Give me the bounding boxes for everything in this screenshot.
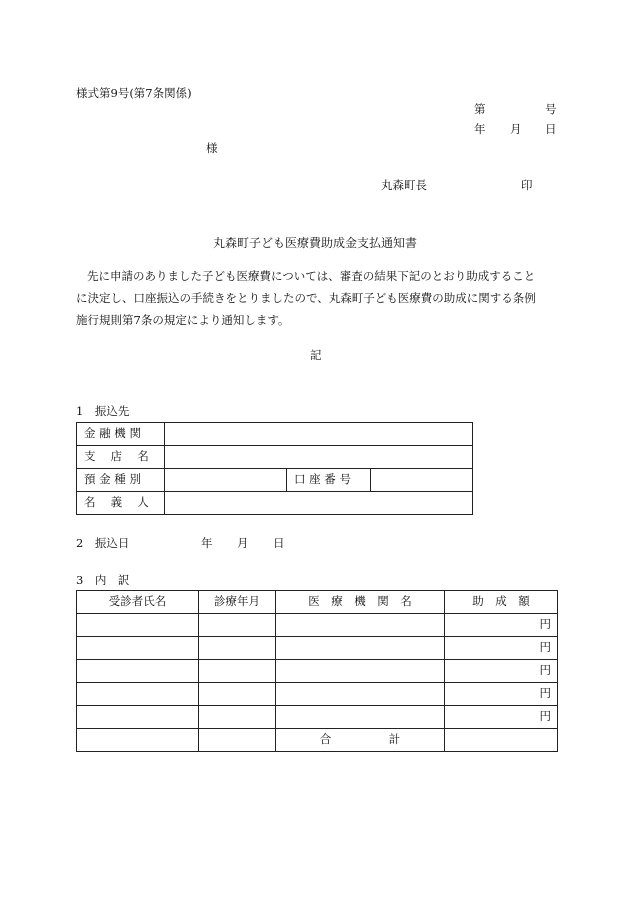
account-number-value: [371, 469, 473, 492]
issuer-seal: 印: [521, 178, 533, 192]
body-line-1: 先に申請のありました子ども医療費については、審査の結果下記のとおり助成すること: [87, 269, 536, 283]
cell: [199, 660, 276, 683]
cell: [77, 614, 199, 637]
branch-value: [165, 446, 473, 469]
col-treatment-month: 診療年月: [199, 591, 276, 614]
table-row: [77, 683, 558, 706]
recipient-suffix: 様: [206, 141, 218, 155]
holder-label: 名 義 人: [77, 492, 165, 515]
bank-value: [165, 423, 473, 446]
transfer-day: 日: [273, 536, 285, 550]
table-row: [77, 706, 558, 729]
cell: [199, 706, 276, 729]
issuer-name: 丸森町長: [381, 178, 427, 192]
table-row: [77, 492, 473, 515]
cell: [77, 660, 199, 683]
transfer-destination-table: [76, 422, 473, 515]
cell: [276, 706, 445, 729]
body-text: [76, 265, 560, 331]
date-month: 月: [510, 122, 522, 136]
cell: [276, 683, 445, 706]
section3-heading: 3 内 訳: [76, 573, 130, 587]
transfer-year: 年: [201, 536, 213, 550]
breakdown-table: [76, 590, 558, 752]
cell: [77, 683, 199, 706]
doc-number-go: 号: [545, 102, 557, 116]
table-header-row: [77, 591, 558, 614]
body-line-3: 施行規則第7条の規定により通知します。: [76, 313, 290, 327]
cell: [199, 729, 276, 752]
total-value: [445, 729, 558, 752]
col-subsidy-amount: 助 成 額: [445, 591, 558, 614]
deposit-type-label: 預 金 種 別: [77, 469, 165, 492]
yen-unit: 円: [445, 706, 558, 729]
document-title: 丸森町子ども医療費助成金支払通知書: [212, 236, 417, 250]
cell: [77, 637, 199, 660]
section1-heading: 1 振込先: [76, 404, 130, 418]
table-row: [77, 446, 473, 469]
account-number-label: 口 座 番 号: [287, 469, 371, 492]
table-row: [77, 423, 473, 446]
cell: [276, 660, 445, 683]
date-day: 日: [545, 122, 557, 136]
table-total-row: [77, 729, 558, 752]
section2-heading: 2 振込日: [76, 536, 130, 550]
cell: [199, 637, 276, 660]
bank-label: 金 融 機 関: [77, 423, 165, 446]
yen-unit: 円: [445, 614, 558, 637]
col-patient-name: 受診者氏名: [77, 591, 199, 614]
cell: [276, 614, 445, 637]
form-number: 様式第9号(第7条関係): [76, 86, 192, 100]
table-row: [77, 469, 473, 492]
doc-number-dai: 第: [474, 102, 486, 116]
date-year: 年: [474, 122, 486, 136]
col-institution-name: 医 療 機 関 名: [276, 591, 445, 614]
cell: [77, 729, 199, 752]
cell: [199, 683, 276, 706]
transfer-month: 月: [237, 536, 249, 550]
cell: [276, 637, 445, 660]
table-row: [77, 637, 558, 660]
body-line-2: に決定し、口座振込の手続きをとりましたので、丸森町子ども医療費の助成に関する条例: [76, 291, 536, 305]
deposit-type-value: [165, 469, 287, 492]
yen-unit: 円: [445, 683, 558, 706]
branch-label: 支 店 名: [77, 446, 165, 469]
holder-value: [165, 492, 473, 515]
yen-unit: 円: [445, 637, 558, 660]
table-row: [77, 660, 558, 683]
ki-mark: 記: [310, 348, 322, 362]
table-row: [77, 614, 558, 637]
cell: [199, 614, 276, 637]
yen-unit: 円: [445, 660, 558, 683]
cell: [77, 706, 199, 729]
total-label: 合 計: [276, 729, 445, 752]
